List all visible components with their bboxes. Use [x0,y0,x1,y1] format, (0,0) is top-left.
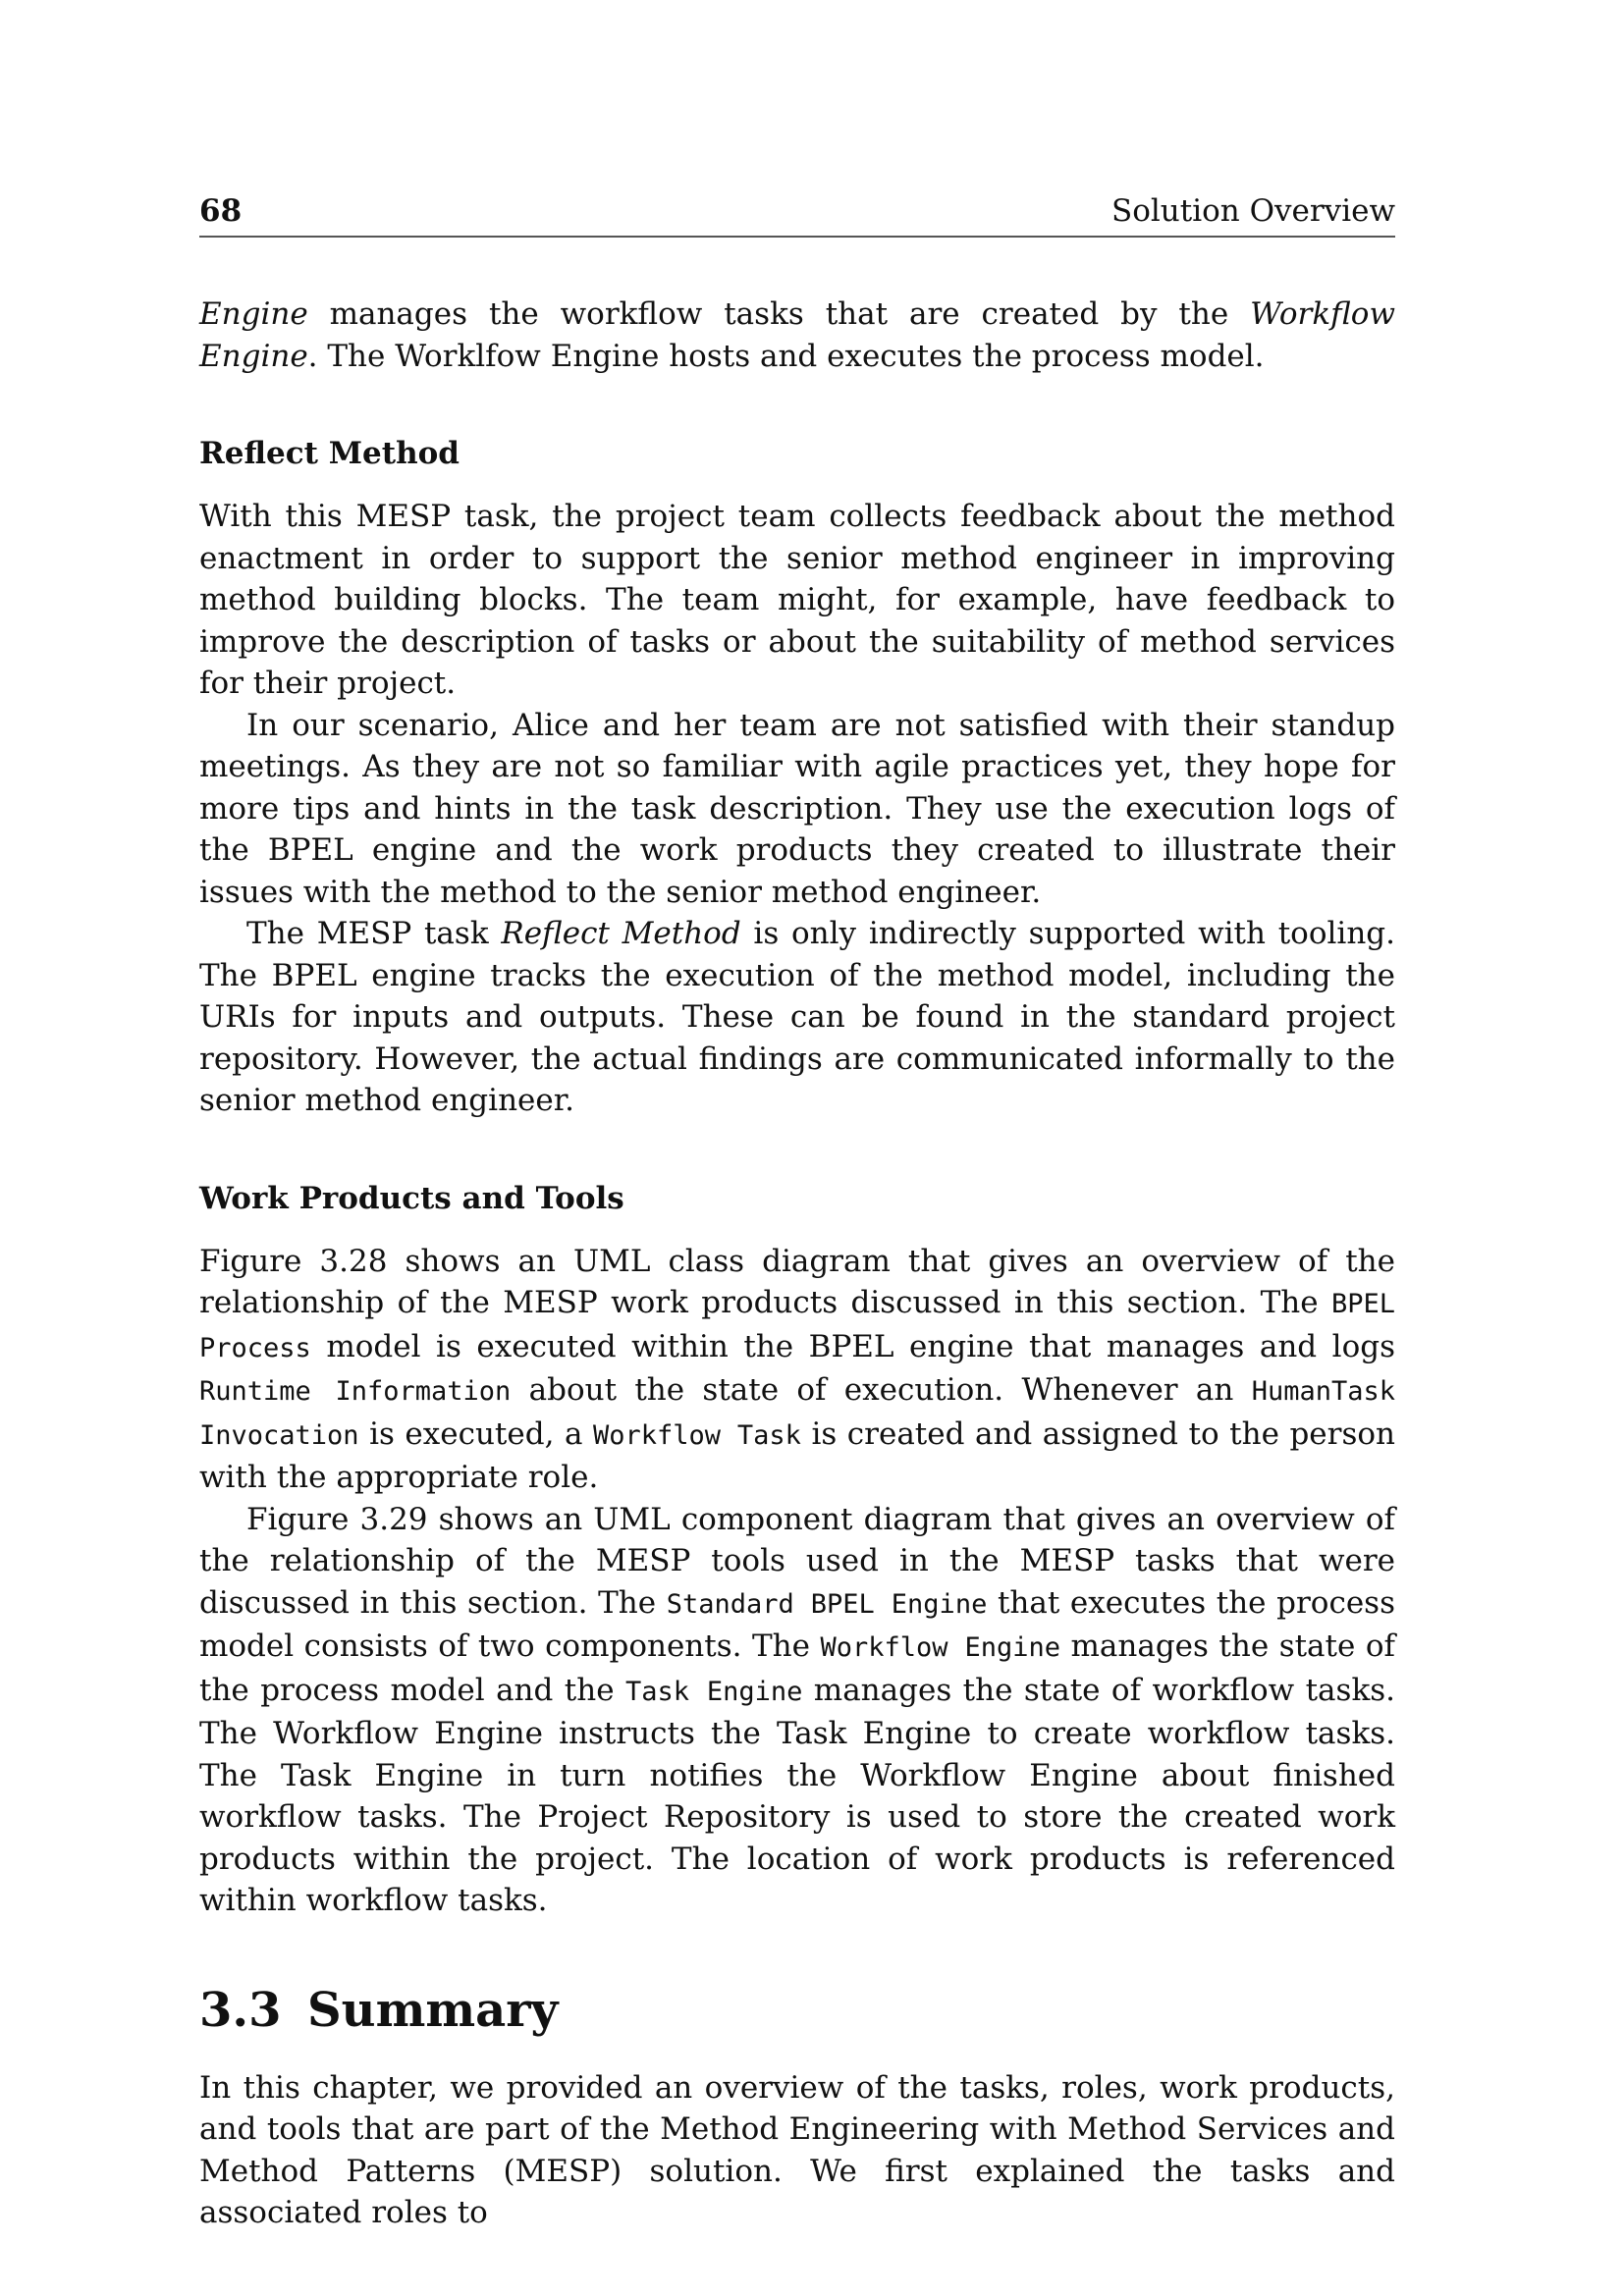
page [199,192,1395,2234]
reflect-method-paragraph-3 [199,913,1395,1122]
wp-p2-text-c: manages the state of the process model and the [199,1629,1395,1708]
section-title: Summary [307,1982,559,2038]
summary-section-heading [199,1981,1395,2040]
wp-p1-text-a: Figure 3.28 shows an UML class diagram that gives an overview of the relationship of the MESP work products discussed in this section. The [199,1243,1395,1320]
running-header [199,192,1395,238]
wp-p2-text-b: that executes the process model consists of two components. The [199,1584,1395,1664]
work-products-heading: Work Products and Tools [199,1180,624,1216]
reflect-method-paragraph-1: With this MESP task, the project team collects feedback about the method enactment in order to support the senior method engineer in improving method building blocks. The team might, for example, have feedback to improve the description of tasks or about the suitability of method services for their project. [199,499,1395,701]
reflect-method-heading: Reflect Method [199,436,460,471]
section-number: 3.3 [199,1982,282,2038]
page-number: 68 [199,193,243,229]
code-workflow-task: Workflow Task [592,1419,801,1451]
work-products-paragraph-2 [199,1499,1395,1922]
intro-text-b: . The Worklfow Engine hosts and executes the process model. [307,338,1265,374]
code-task-engine: Task Engine [624,1676,803,1707]
engine-italic: Engine [199,296,308,332]
reflect-method-italic: Reflect Method [501,916,741,951]
wp-p2-text-a: Figure 3.29 shows an UML component diagram that gives an overview of the relationship of the MESP tools used in the MESP tasks that were discussed in this section. The [199,1501,1395,1621]
reflect-p3-text-b: is only indirectly supported with tooling. The BPEL engine tracks the execution of the method model, including the URIs for inputs and outputs. These can be found in the standard project repository. However, the actual findings are communicated informally to the senior method engineer. [199,916,1395,1118]
intro-text-a: manages the workflow tasks that are created by the [307,296,1251,332]
code-humantask-invocation: HumanTask Invocation [199,1376,1395,1451]
reflect-p3-text-a: The MESP task [246,916,502,951]
wp-p1-text-d: is executed, a [358,1415,593,1452]
wp-p2-text-d: manages the state of workflow tasks. The Workflow Engine instructs the Task Engine to create workflow tasks. The Task Engine in turn notifies the Workflow Engine about finished workflow tasks. The Project Repository is used to store the created work products within the project. The location of work products is referenced within workflow tasks. [199,1672,1395,1918]
code-standard-bpel-engine: Standard BPEL Engine [666,1588,988,1620]
work-products-paragraph-1 [199,1241,1395,1499]
summary-paragraph-1: In this chapter, we provided an overview of the tasks, roles, work products, and tools that are part of the Method Engineering with Method Services and Method Patterns (MESP) solution. We first explained the tasks and associated roles to [199,2069,1395,2230]
wp-p1-text-b: model is executed within the BPEL engine that manages and logs [310,1328,1395,1364]
running-title: Solution Overview [1110,193,1395,229]
code-bpel-process: BPEL Process [199,1289,1395,1363]
intro-paragraph [199,294,1395,377]
wp-p1-text-e: is created and assigned to the person with the appropriate role. [199,1415,1395,1495]
reflect-method-paragraph-2: In our scenario, Alice and her team are not satisfied with their standup meetings. As they are not so familiar with agile practices yet, they hope for more tips and hints in the task description. They use the execution logs of the BPEL engine and the work products they created to illustrate their issues with the method to the senior method engineer. [199,707,1395,910]
code-workflow-engine: Workflow Engine [820,1632,1060,1663]
wp-p1-text-c: about the state of execution. Whenever an [511,1372,1252,1408]
code-runtime-information: Runtime Information [199,1376,512,1407]
workflow-engine-italic: Workflow Engine [199,296,1395,374]
